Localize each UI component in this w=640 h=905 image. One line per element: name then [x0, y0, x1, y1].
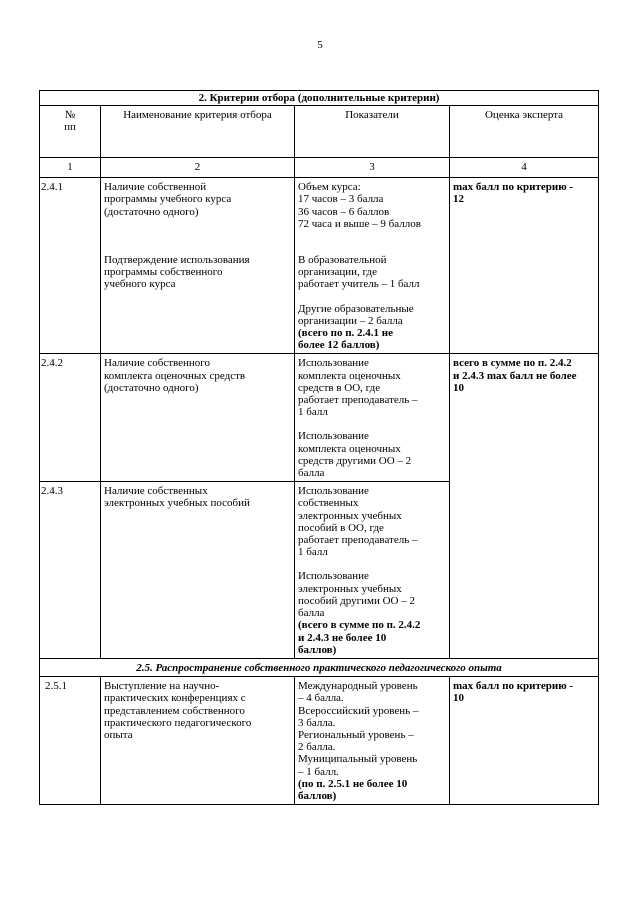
row-2-4-3-indicator-total: (всего в сумме по п. 2.4.2 и 2.4.3 не более 10 баллов) — [298, 619, 421, 656]
row-2-4-1-score: max балл по критерию - 12 — [453, 181, 574, 206]
row-2-5-1-indicator-total: (по п. 2.5.1 не более 10 баллов) — [298, 777, 408, 802]
row-2-4-2-num: 2.4.2 — [40, 354, 101, 482]
header-num: № пп — [64, 109, 76, 134]
row-2-4-3-name: Наличие собственных электронных учебных пособий — [104, 485, 250, 510]
row-2-4-1-name: Наличие собственной программы учебного курса (достаточно одного) — [104, 181, 232, 218]
header-row — [40, 106, 599, 158]
header-score: Оценка эксперта — [484, 109, 564, 122]
header-name: Наименование критерия отбора — [123, 109, 272, 122]
row-2-5-1-score: max балл по критерию - 10 — [453, 680, 574, 705]
row-2-5-1 — [40, 677, 599, 805]
row-2-4-1-indicator-other-org: Другие образовательные организации – 2 балла — [298, 302, 414, 327]
row-2-4-2 — [40, 354, 599, 482]
row-2-4-2-name: Наличие собственного комплекта оценочных средств (достаточно одного) — [104, 357, 246, 394]
row-2-4-3-indicator-other-org: Использование электронных учебных пособий другими ОО – 2 балла — [298, 570, 415, 620]
section-2-5-title: 2.5. Распространение собственного практического педагогического опыта — [40, 658, 599, 676]
header-indicators: Показатели — [345, 109, 399, 122]
col-number-3: 3 — [295, 158, 450, 178]
page-number: 5 — [317, 39, 323, 51]
row-2-4-1-name-confirmation: Подтверждение использования программы собственного учебного курса — [104, 253, 250, 291]
col-number-4: 4 — [450, 158, 599, 178]
section-2-5-title-row — [40, 658, 599, 676]
row-2-4-1-indicator-total: (всего по п. 2.4.1 не более 12 баллов) — [298, 327, 394, 352]
section-2-title-row — [40, 91, 599, 106]
row-2-4-1-num: 2.4.1 — [40, 178, 101, 354]
section-2-title: 2. Критерии отбора (дополнительные критерии) — [40, 91, 599, 106]
row-2-5-1-num: 2.5.1 — [40, 677, 101, 805]
column-numbers-row — [40, 158, 599, 178]
row-2-5-1-name: Выступление на научно- практических конференциях с представлением собственного практического педагогического опыта — [104, 680, 252, 741]
row-2-4-2-indicator-own-org: Использование комплекта оценочных средств в ОО, где работает преподаватель – 1 балл — [298, 357, 418, 419]
row-2-4-3-num: 2.4.3 — [40, 482, 101, 659]
criteria-table — [39, 90, 599, 805]
row-2-4-1 — [40, 178, 599, 354]
col-number-1: 1 — [40, 158, 101, 178]
row-2-4-1-indicator-own-org: В образовательной организации, где работает учитель – 1 балл — [298, 254, 420, 291]
row-2-4-2-indicator-other-org: Использование комплекта оценочных средств другими ОО – 2 балла — [298, 430, 412, 480]
row-2-4-1-indicator-volume: Объем курса: 17 часов – 3 балла 36 часов – 6 баллов 72 часа и выше – 9 баллов — [298, 181, 421, 230]
row-2-5-1-indicator-levels: Международный уровень – 4 балла. Всероссийский уровень – 3 балла. Региональный уровень – 2 балла. Муниципальный уровень – 1 балл. — [298, 680, 419, 778]
row-2-4-3-indicator-own-org: Использование собственных электронных учебных пособий в ОО, где работает преподаватель – 1 балл — [298, 485, 418, 559]
row-2-4-2-3-score: всего в сумме по п. 2.4.2 и 2.4.3 max балл не более 10 — [453, 357, 577, 394]
col-number-2: 2 — [101, 158, 295, 178]
